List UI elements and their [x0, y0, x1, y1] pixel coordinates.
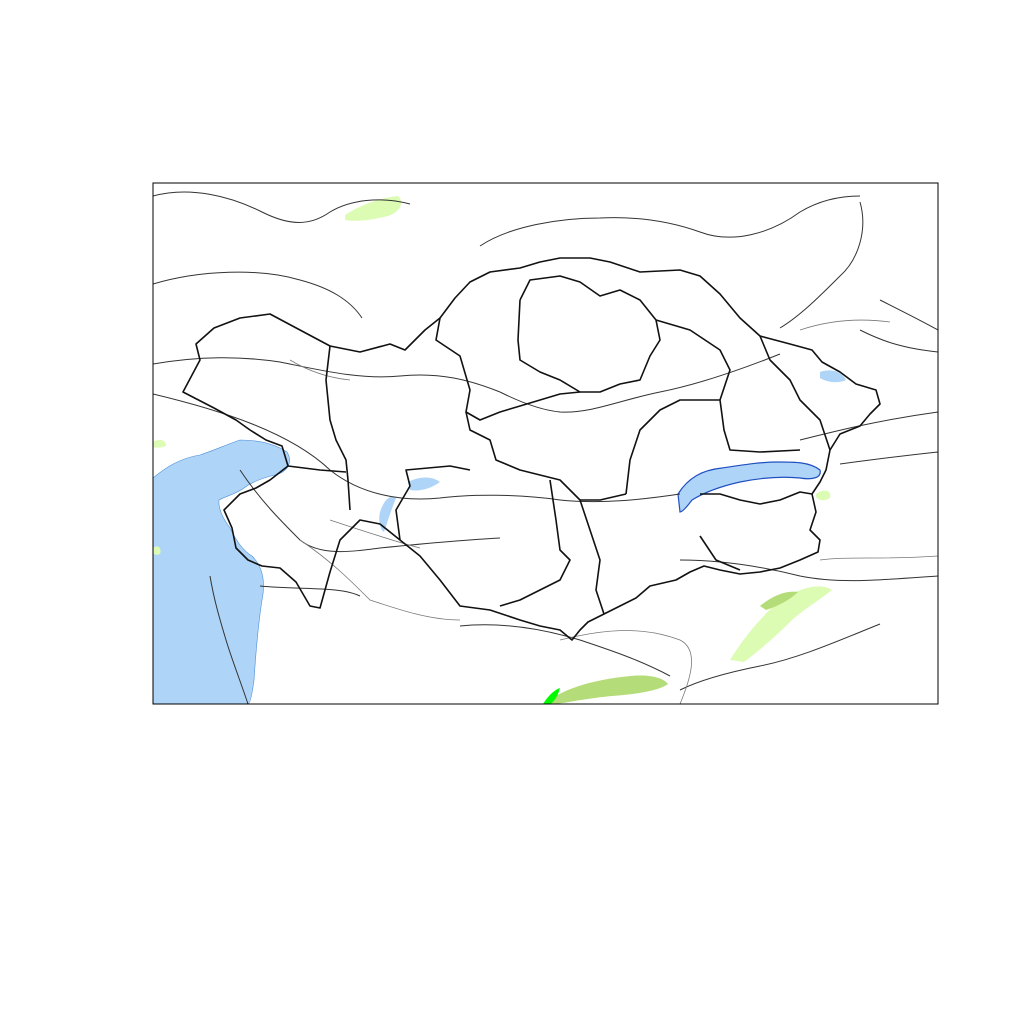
snow-patch [153, 546, 161, 554]
caspian-sea [153, 440, 290, 704]
border-line [820, 556, 938, 560]
region-border [500, 480, 570, 606]
isobar-line [240, 470, 500, 552]
region-border [656, 320, 800, 452]
border-line [300, 540, 460, 620]
border-line [800, 320, 890, 330]
region-border [466, 412, 626, 500]
snow-patch [816, 491, 830, 501]
isobar-line [880, 300, 938, 330]
snow-patch [153, 440, 166, 448]
region-border [760, 336, 830, 450]
balkhash-lake [678, 462, 820, 512]
isobar-line [153, 272, 362, 318]
snow-patch [545, 675, 668, 704]
region-border [700, 492, 812, 504]
region-border [288, 466, 346, 472]
region-border [518, 276, 660, 392]
region-border [700, 536, 740, 570]
lake-zaysan [820, 370, 846, 382]
region-border [580, 500, 604, 614]
kazakhstan-boundary [183, 258, 880, 640]
isobar-line [260, 586, 360, 596]
isobar-line [840, 452, 938, 464]
isobar-line [780, 202, 863, 328]
national-border [183, 258, 880, 640]
isobar-line [480, 196, 860, 246]
region-border [326, 346, 350, 510]
isobar-line [460, 625, 670, 676]
border-line [330, 520, 420, 548]
region-border [436, 318, 580, 420]
isobar-line [680, 624, 880, 690]
isobar-line [500, 354, 780, 412]
region-border [396, 466, 470, 540]
isobar-line [860, 330, 938, 352]
